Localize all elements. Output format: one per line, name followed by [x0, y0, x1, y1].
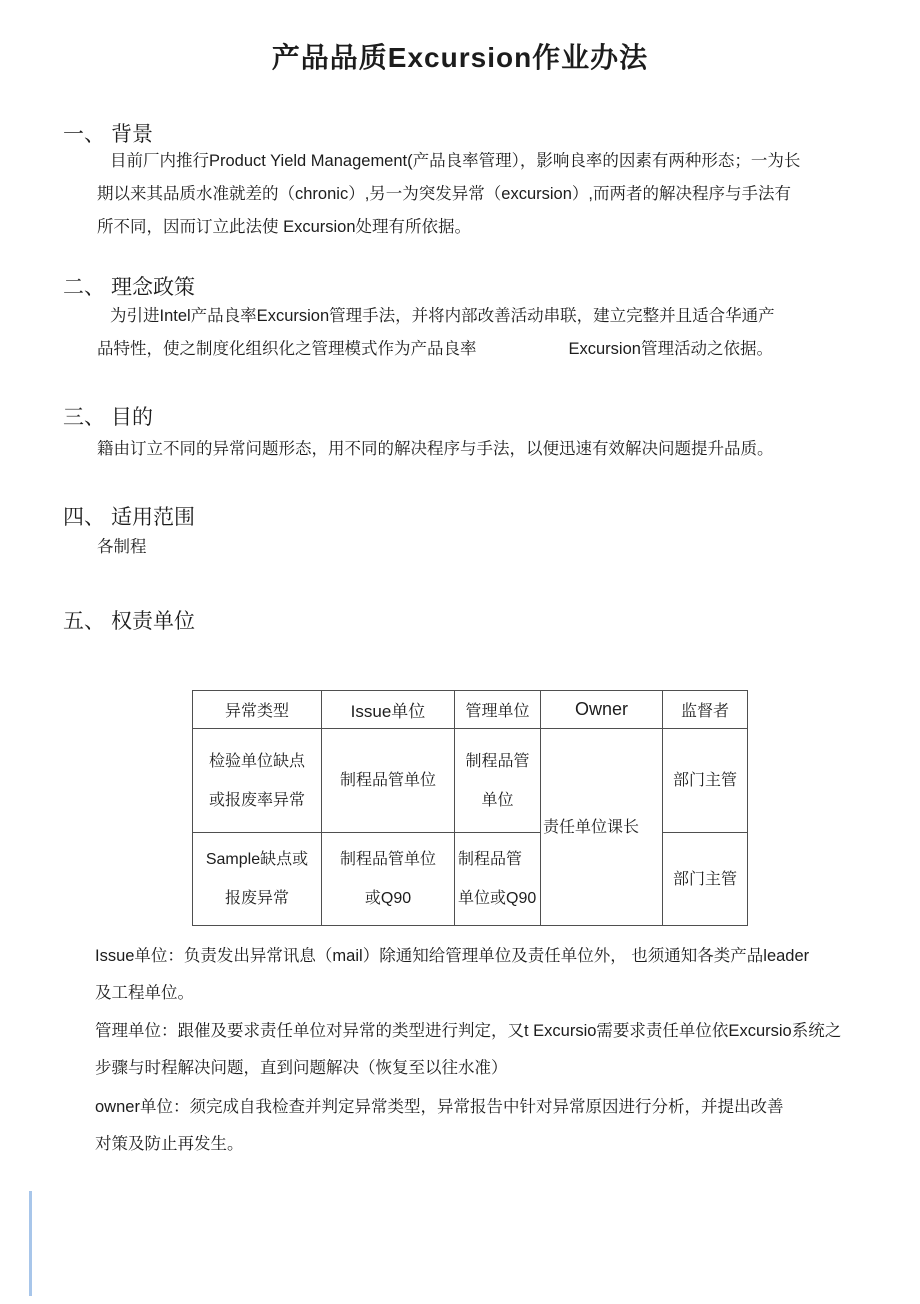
col-header-exception-type: 异常类型	[193, 691, 322, 729]
table-row	[193, 833, 748, 926]
body-line-part: Excursion管理活动之依据。	[568, 340, 773, 358]
body-line: 期以来其品质水准就差的（chronic）,另一为突发异常（excursion）,而两者的解决程序与手法有	[97, 185, 791, 203]
cell-line: 部门主管	[672, 870, 737, 888]
cell-issue-unit	[322, 833, 455, 926]
cell-supervisor	[663, 729, 748, 833]
body-line: 各制程	[97, 538, 147, 556]
section-title: 理念政策	[111, 276, 195, 299]
cell-line: 单位	[481, 791, 514, 809]
paragraph-line: 管理单位：跟催及要求责任单位对异常的类型进行判定，又t Excursio需要求责任单位依Excursio系统之	[95, 1022, 842, 1040]
section-number: 三、	[63, 406, 105, 429]
paragraph-line: 及工程单位。	[95, 984, 194, 1002]
section-number: 一、	[63, 123, 105, 146]
section-number: 五、	[63, 610, 105, 633]
body-line: 所不同，因而订立此法使 Excursion处理有所依据。	[97, 218, 472, 236]
cell-owner-merged	[541, 729, 663, 926]
body-line: 目前厂内推行Product Yield Management(产品良率管理），影响良率的因素有两种形态；一为长	[110, 152, 801, 170]
body-line: 籍由订立不同的异常问题形态，用不同的解决程序与手法，以便迅速有效解决问题提升品质。	[97, 440, 774, 458]
col-header-owner: Owner	[541, 691, 663, 729]
section-heading-purpose	[63, 401, 153, 431]
body-line: 为引进Intel产品良率Excursion管理手法，并将内部改善活动串联，建立完整并且适合华通产	[110, 307, 775, 325]
cell-line: 制程品管	[458, 851, 523, 868]
left-margin-line	[29, 1191, 32, 1296]
cell-line: 责任单位课长	[543, 818, 640, 836]
section-heading-policy	[63, 271, 195, 301]
page-title: 产品品质Excursion作业办法	[271, 42, 649, 73]
section-heading-scope	[63, 501, 195, 531]
section-title: 权责单位	[111, 610, 195, 633]
col-header-supervisor: 监督者	[663, 691, 748, 729]
paragraph-line: 对策及防止再发生。	[95, 1135, 244, 1153]
body-line	[97, 338, 773, 360]
col-header-issue-unit: Issue单位	[322, 691, 455, 729]
cell-line: 检验单位缺点	[208, 752, 305, 770]
cell-management-unit	[455, 833, 541, 926]
management-unit-paragraph	[95, 1013, 841, 1087]
cell-line: 部门主管	[672, 772, 737, 789]
cell-exception-type	[193, 729, 322, 833]
cell-line: 制程品管	[465, 752, 530, 770]
cell-management-unit	[455, 729, 541, 833]
section-heading-responsible-units	[63, 605, 195, 635]
section-title: 目的	[111, 406, 153, 429]
section-heading-background	[63, 118, 153, 148]
table-row	[193, 729, 748, 833]
cell-line: 制程品管单位	[339, 851, 436, 868]
table-header-row	[193, 691, 748, 729]
paragraph-line: Issue单位：负责发出异常讯息（mail）除通知给管理单位及责任单位外， 也须通知各类产品leader	[95, 947, 810, 965]
cell-line: 或报废率异常	[208, 791, 305, 809]
section-title: 背景	[111, 123, 153, 146]
cell-line: 单位或Q90	[458, 890, 537, 907]
paragraph-line: owner单位：须完成自我检查并判定异常类型，异常报告中针对异常原因进行分析，并提出改善	[95, 1098, 784, 1116]
cell-exception-type	[193, 833, 322, 926]
section-number: 二、	[63, 276, 105, 299]
paragraph-line: 步骤与时程解决问题，直到问题解决（恢复至以往水准）	[95, 1059, 508, 1077]
section-number: 四、	[63, 506, 105, 529]
body-line-part: 品特性，使之制度化组织化之管理模式作为产品良率	[97, 340, 477, 358]
cell-supervisor	[663, 833, 748, 926]
owner-unit-paragraph	[95, 1089, 783, 1163]
cell-line: 制程品管单位	[339, 772, 436, 789]
issue-unit-paragraph	[95, 938, 809, 1012]
col-header-management-unit: 管理单位	[455, 691, 541, 729]
cell-issue-unit	[322, 729, 455, 833]
cell-line: 或Q90	[364, 890, 412, 907]
responsibility-table	[192, 690, 748, 926]
section-title: 适用范围	[111, 506, 195, 529]
cell-line: 报废异常	[224, 890, 289, 907]
cell-line: Sample缺点或	[205, 851, 309, 868]
